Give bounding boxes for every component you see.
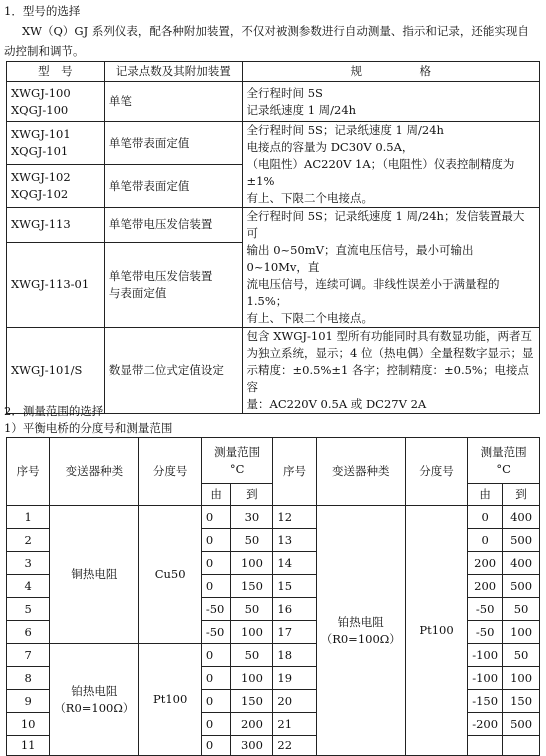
from-cell: 0 (468, 529, 503, 552)
model-table (6, 61, 540, 414)
section-1-title: 1．型号的选择 (4, 4, 81, 18)
spec-cell: 全行程时间 5S 记录纸速度 1 周/24h (242, 82, 539, 122)
to-cell: 150 (231, 575, 273, 598)
type-cell: 铂热电阻 （R0=100Ω） (316, 506, 405, 756)
to-cell: 400 (503, 506, 540, 529)
points-cell: 单笔带表面定值 (104, 122, 242, 165)
from-cell: 0 (201, 667, 231, 690)
spec-cell: 全行程时间 5S；记录纸速度 1 周/24h 电接点的容量为 DC30V 0.5A， （电阻性）AC220V 1A；（电阻性）仪表控制精度为±1% 有上、下限二个电接点。 (242, 122, 539, 208)
to-cell: 50 (231, 644, 273, 667)
seq-cell: 1 (7, 506, 50, 529)
to-cell: 400 (503, 552, 540, 575)
to-cell (503, 736, 540, 756)
seq-cell: 8 (7, 667, 50, 690)
from-cell: -100 (468, 667, 503, 690)
seq-cell: 17 (273, 621, 316, 644)
to-cell: 30 (231, 506, 273, 529)
model-cell: XWGJ-101 XQGJ-101 (7, 122, 105, 165)
seq-cell: 10 (7, 713, 50, 736)
to-cell: 300 (231, 736, 273, 756)
model-cell: XWGJ-100 XQGJ-100 (7, 82, 105, 122)
th-seq: 序号 (273, 438, 316, 506)
th-to: 到 (503, 484, 540, 506)
to-cell: 150 (503, 690, 540, 713)
model-cell: XWGJ-113-01 (7, 242, 105, 327)
th-type: 变送器种类 (50, 438, 139, 506)
th-grad: 分度号 (405, 438, 467, 506)
range-table (6, 437, 540, 756)
intro-line-2: 动控制和调节。 (4, 44, 85, 58)
section-2-title: 2．测量范围的选择 (4, 404, 104, 418)
from-cell: 0 (201, 506, 231, 529)
from-cell: -50 (468, 621, 503, 644)
from-cell: 0 (201, 736, 231, 756)
spec-cell: 包含 XWGJ-101 型所有功能同时具有数显功能，两者互 为独立系统，显示；4 位（热电偶）全量程数字显示；显 示精度：±0.5%±1 各字；控制精度：±0.5%；电接点容 量：AC220V 0.5A 或 DC27V 2A (242, 328, 539, 414)
from-cell: 0 (201, 713, 231, 736)
seq-cell: 9 (7, 690, 50, 713)
from-cell: 200 (468, 552, 503, 575)
model-cell: XWGJ-102 XQGJ-102 (7, 165, 105, 208)
th-model: 型 号 (7, 62, 105, 82)
to-cell: 100 (231, 552, 273, 575)
seq-cell: 12 (273, 506, 316, 529)
seq-cell: 15 (273, 575, 316, 598)
intro-line-1: XW（Q）GJ 系列仪表，配各种附加装置，不仅对被测参数进行自动测量、指示和记录，还能实现自 (22, 24, 529, 38)
points-cell: 数显带二位式定值设定 (104, 328, 242, 414)
from-cell: 0 (468, 506, 503, 529)
to-cell: 150 (231, 690, 273, 713)
from-cell: -50 (468, 598, 503, 621)
to-cell: 500 (503, 575, 540, 598)
seq-cell: 18 (273, 644, 316, 667)
from-cell: -50 (201, 621, 231, 644)
from-cell: -200 (468, 713, 503, 736)
section-2-subtitle: 1）平衡电桥的分度号和测量范围 (4, 421, 173, 435)
points-cell: 单笔 (104, 82, 242, 122)
seq-cell: 4 (7, 575, 50, 598)
th-from: 由 (201, 484, 231, 506)
to-cell: 50 (503, 598, 540, 621)
to-cell: 100 (503, 667, 540, 690)
th-from: 由 (468, 484, 503, 506)
to-cell: 200 (231, 713, 273, 736)
from-cell: 200 (468, 575, 503, 598)
th-points: 记录点数及其附加装置 (104, 62, 242, 82)
seq-cell: 19 (273, 667, 316, 690)
th-seq: 序号 (7, 438, 50, 506)
points-cell: 单笔带电压发信装置 (104, 208, 242, 243)
from-cell: 0 (201, 552, 231, 575)
th-range: 测量范围 °C (201, 438, 273, 484)
to-cell: 500 (503, 529, 540, 552)
seq-cell: 13 (273, 529, 316, 552)
th-grad: 分度号 (139, 438, 201, 506)
to-cell: 100 (231, 621, 273, 644)
points-cell: 单笔带表面定值 (104, 165, 242, 208)
to-cell: 50 (231, 529, 273, 552)
type-cell: 铂热电阻 （R0=100Ω） (50, 644, 139, 756)
seq-cell: 3 (7, 552, 50, 575)
th-range: 测量范围 °C (468, 438, 540, 484)
from-cell: 0 (201, 575, 231, 598)
seq-cell: 5 (7, 598, 50, 621)
to-cell: 50 (231, 598, 273, 621)
th-spec: 规 格 (242, 62, 539, 82)
from-cell: 0 (201, 690, 231, 713)
grad-cell: Cu50 (139, 506, 201, 644)
th-to: 到 (231, 484, 273, 506)
seq-cell: 14 (273, 552, 316, 575)
seq-cell: 16 (273, 598, 316, 621)
to-cell: 100 (231, 667, 273, 690)
model-cell: XWGJ-101/S (7, 328, 105, 414)
grad-cell: Pt100 (139, 644, 201, 756)
from-cell: -100 (468, 644, 503, 667)
model-cell: XWGJ-113 (7, 208, 105, 243)
points-cell: 单笔带电压发信装置 与表面定值 (104, 242, 242, 327)
seq-cell: 6 (7, 621, 50, 644)
to-cell: 500 (503, 713, 540, 736)
spec-cell: 全行程时间 5S；记录纸速度 1 周/24h；发信装置最大可 输出 0~50mV；直流电压信号，最小可输出 0~10Mv，直 流电压信号，连续可调。非线性误差小于满量程的 1.5%； 有上、下限二个电接点。 (242, 208, 539, 328)
seq-cell: 20 (273, 690, 316, 713)
from-cell (468, 736, 503, 756)
from-cell: 0 (201, 529, 231, 552)
seq-cell: 22 (273, 736, 316, 756)
seq-cell: 11 (7, 736, 50, 756)
seq-cell: 2 (7, 529, 50, 552)
seq-cell: 7 (7, 644, 50, 667)
th-type: 变送器种类 (316, 438, 405, 506)
to-cell: 50 (503, 644, 540, 667)
to-cell: 100 (503, 621, 540, 644)
from-cell: 0 (201, 644, 231, 667)
from-cell: -50 (201, 598, 231, 621)
grad-cell: Pt100 (405, 506, 467, 756)
from-cell: -150 (468, 690, 503, 713)
seq-cell: 21 (273, 713, 316, 736)
type-cell: 铜热电阻 (50, 506, 139, 644)
